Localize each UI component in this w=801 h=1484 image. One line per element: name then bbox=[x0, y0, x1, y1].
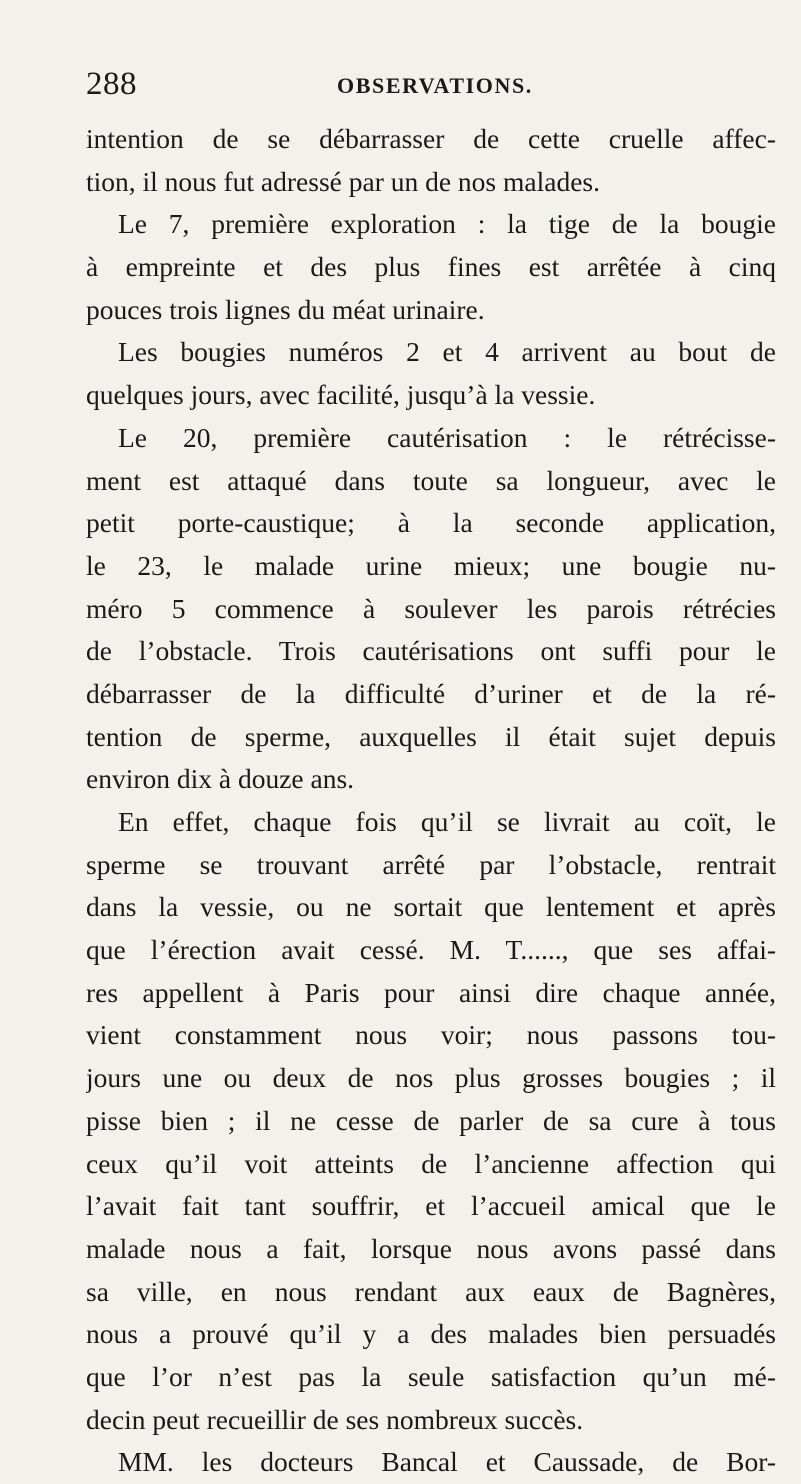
text-line: à empreinte et des plus fines est arrêtée à cinq bbox=[86, 251, 776, 283]
text-line: tion, il nous fut adressé par un de nos malades. bbox=[86, 165, 600, 197]
text-line: malade nous a fait, lorsque nous avons passé dans bbox=[86, 1232, 776, 1264]
text-line: jours une ou deux de nos plus grosses bougies ; il bbox=[86, 1062, 776, 1094]
text-line: pouces trois lignes du méat urinaire. bbox=[86, 293, 485, 325]
body-text bbox=[86, 118, 776, 1484]
text-line: l’avait fait tant souffrir, et l’accueil amical que le bbox=[86, 1190, 776, 1222]
text-line: pisse bien ; il ne cesse de parler de sa cure à tous bbox=[86, 1104, 776, 1136]
text-line: Les bougies numéros 2 et 4 arrivent au bout de bbox=[118, 336, 776, 368]
text-line: tention de sperme, auxquelles il était sujet depuis bbox=[86, 720, 776, 752]
text-line: MM. les docteurs Bancal et Caussade, de Bor- bbox=[118, 1446, 776, 1478]
page-number: 288 bbox=[86, 66, 137, 102]
text-line: environ dix à douze ans. bbox=[86, 763, 355, 795]
text-line: sa ville, en nous rendant aux eaux de Bagnères, bbox=[86, 1275, 776, 1307]
text-line: nous a prouvé qu’il y a des malades bien persuadés bbox=[86, 1318, 776, 1350]
text-line: Le 20, première cautérisation : le rétrécisse- bbox=[118, 421, 776, 453]
text-line: débarrasser de la difficulté d’uriner et de la ré- bbox=[86, 677, 776, 709]
text-line: ment est attaqué dans toute sa longueur, avec le bbox=[86, 464, 776, 496]
text-line: vient constamment nous voir; nous passons tou- bbox=[86, 1019, 776, 1051]
text-line: le 23, le malade urine mieux; une bougie nu- bbox=[86, 549, 776, 581]
text-line: res appellent à Paris pour ainsi dire chaque année, bbox=[86, 976, 776, 1008]
text-line: Le 7, première exploration : la tige de la bougie bbox=[118, 208, 776, 240]
text-line: méro 5 commence à soulever les parois rétrécies bbox=[86, 592, 776, 624]
text-line: sperme se trouvant arrêté par l’obstacle, rentrait bbox=[86, 848, 776, 880]
text-line: ceux qu’il voit atteints de l’ancienne affection qui bbox=[86, 1147, 776, 1179]
text-line: En effet, chaque fois qu’il se livrait au coït, le bbox=[118, 806, 776, 837]
text-line: que l’or n’est pas la seule satisfaction qu’un mé- bbox=[86, 1360, 776, 1392]
text-line: dans la vessie, ou ne sortait que lentement et après bbox=[86, 891, 776, 923]
text-line: que l’érection avait cessé. M. T......, que ses affai- bbox=[86, 934, 776, 966]
text-line: intention de se débarrasser de cette cruelle affec- bbox=[86, 123, 776, 154]
page-header bbox=[86, 66, 776, 106]
text-line: de l’obstacle. Trois cautérisations ont suffi pour le bbox=[86, 635, 776, 667]
running-title: OBSERVATIONS. bbox=[337, 73, 533, 98]
text-line: quelques jours, avec facilité, jusqu’à la vessie. bbox=[86, 379, 596, 411]
text-line: decin peut recueillir de ses nombreux succès. bbox=[86, 1403, 584, 1435]
text-line: petit porte-caustique; à la seconde application, bbox=[86, 507, 776, 539]
